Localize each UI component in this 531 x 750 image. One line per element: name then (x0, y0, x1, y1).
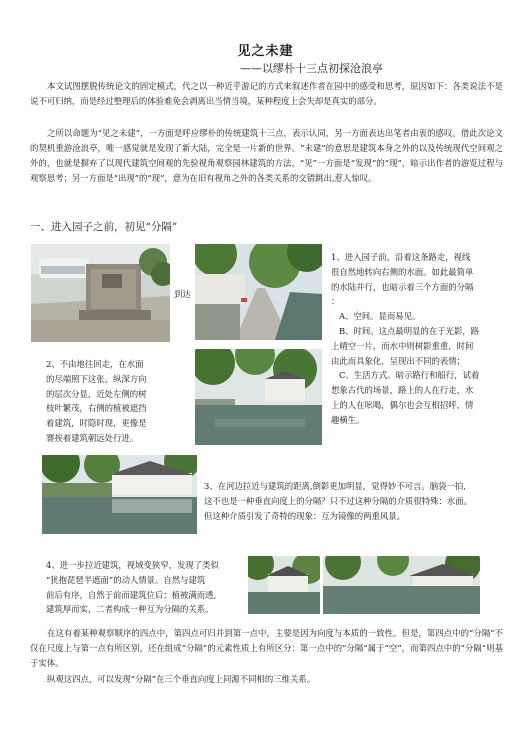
point-2-text: 2、不由地往回走，在水面 的尽端照下这张。纵深方向 的层次分显，近处左侧的树 枝叶繁茂，右侧的植被遮挡 着建筑，时隐时现，更像是 褰挨着建筑朝远处行进。 (46, 359, 147, 443)
point-1-text: 1、进入园子前，沿着这条路走，视线 很自然地转向右侧的水面。如此最简单 的水陆并行，也暗示着三个方面的分隔 ： A、空间。显而易见。 B、时间。这点最明显的在于光影，路 上晴空一片，而水中则树影重重，时间 由此而具象化，呈现出不同的表情； C、生活方式。暗示路行和船行，试着 想象古代的场景，路上的人在行走，水 上的人在吆喝，偶尔也会互相招呼，情 趣横生。 (331, 252, 480, 425)
summary-paragraph: 在这有着某种观察顺序的四点中，第四点可归并到第一点中，主要是因为向度与本质的一致性。但是，第四点中的“分隔”不仅在尺度上与第一点有所区别，还在组成“分隔”的元素性质上有所区分：第一点中的“分隔”属于“空”，而第四点中的“分隔”则基于实体。 (30, 628, 503, 668)
arrive-label: 到达 (174, 289, 191, 299)
point-4-text: 4、进一步拉近建筑，视域变狭窄，发现了类似 “犹抱琵琶半遮面”的动人情景。自然与建筑 前后有序，自然于前而建筑位后；植被满而透, 建筑厚而实，二者构成一种互为分隔的关系。 (46, 560, 219, 615)
point-3-text: 3、在河边拉近与建筑的距离,倒影更加明显，觉得妙不可言。脑袋一拍, 这不也是一种垂直向度上的分隔？只不过这种分隔的介质很特殊：水面。 但这种介质引发了奇特的现象：互为镜像的两重风景。 (204, 481, 472, 521)
intro-paragraph-2: 之所以命题为“见之未建”，一方面是呼应缪朴的传统建筑十三点，表示认同，另一方面表达出笔者由衷的感叹。借此次论文的契机重游沧浪亭，唯一感觉就是发现了新大陆，完全是一片新的世界。“未建”的意思是建筑本身之外的以及传统现代空间观之外的，也就是摒弃了以现代建筑空间观的先验视角观察园林建筑的方法。“见”一方面是“发现”的“现”，暗示出作者的游览过程与观察思考；另一方面是“出现”的“现”，意为在旧有视角之外的各类关系的交错跳出,惹人惊叹。 (30, 128, 503, 183)
photo-entrance-stone (31, 244, 170, 342)
photo-pavilion-near (248, 556, 320, 614)
photo-waterside-path (195, 244, 322, 340)
photo-pavilion-far (323, 556, 480, 614)
photo-canal-trees (195, 349, 322, 445)
photo-building-reflection (42, 455, 197, 534)
section-heading-1: 一、进入园子之前，初见“分隔” (30, 221, 178, 233)
page-subtitle: ——以缪朴十三点初探沧浪亭 (240, 62, 383, 75)
page-title: 见之未建 (237, 44, 294, 59)
intro-paragraph-1: 本文试图摆脱传统论文的固定模式，代之以一种近乎游记的方式来叙述作者在园中的感受和思考，原因如下：各类说法不是说不可归纳，而是经过整理后的体验难免会剥离出当情当境，某种程度上会失却是真实的部分。 (30, 81, 503, 106)
conclusion-paragraph: 纵观这四点，可以发现“分隔”在三个垂直向度上同源不同相的三维关系。 (47, 674, 316, 684)
